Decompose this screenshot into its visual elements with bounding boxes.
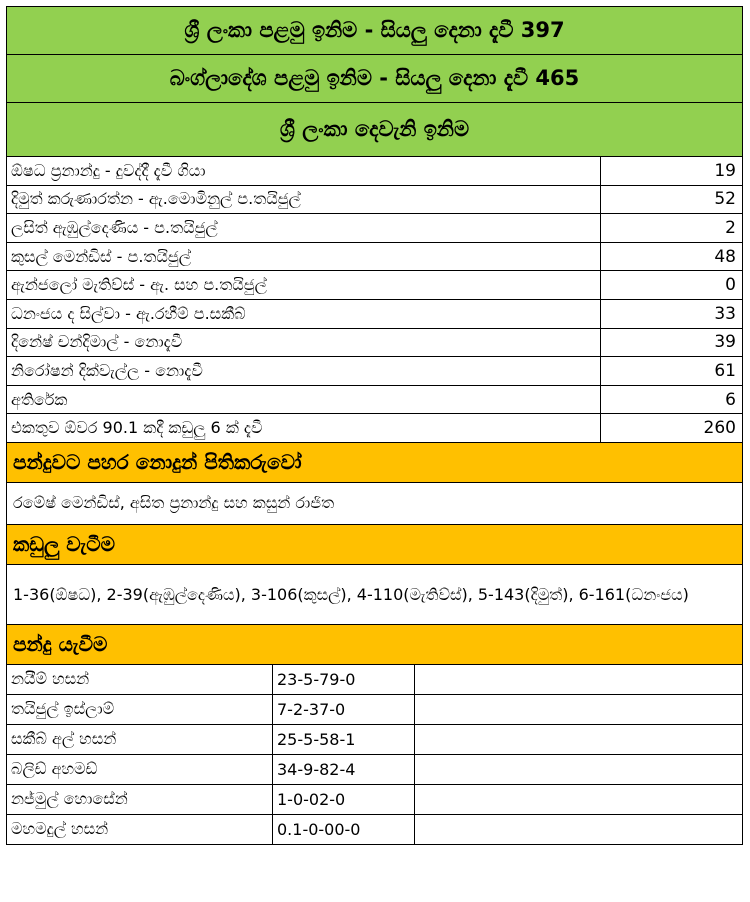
batting-row [7, 299, 743, 328]
bd-first-innings-header: බංග්ලාදේශ පළමු ඉනිම - සියලු දෙනා දැවී 465 [7, 55, 743, 103]
batting-row [7, 185, 743, 214]
dnb-row [7, 482, 743, 524]
batsman-name: දිනේෂ් චන්දිමාල් - නොදැවී [7, 328, 601, 357]
batsman-runs: 39 [601, 328, 743, 357]
batsman-name: දිමුත් කරුණාරත්න - ඇ.මොමිනුල් ප.තයිජුල් [7, 185, 601, 214]
fow-header-row [7, 524, 743, 564]
batsman-name: නිරෝෂන් දික්වැල්ල - නොදැවී [7, 357, 601, 386]
scorecard [6, 6, 742, 845]
batsman-runs: 52 [601, 185, 743, 214]
did-not-bat-header: පන්දුවට පහර නොදුන් පිතිකරුවෝ [7, 442, 743, 482]
did-not-bat-list: රමේෂ් මෙන්ඩිස්, අසිත ප්‍රනාන්දු සහ කසුන් රාජිත [7, 482, 743, 524]
fall-of-wickets-header: කඩුලු වැටීම [7, 524, 743, 564]
bowling-row [7, 664, 743, 694]
batsman-runs: 19 [601, 157, 743, 186]
bowler-figures: 1-0-02-0 [273, 784, 415, 814]
bowling-header-row [7, 624, 743, 664]
bowling-row [7, 724, 743, 754]
bowling-row [7, 754, 743, 784]
bowler-name: බලිඩ් අහමඩ් [7, 754, 273, 784]
bowler-figures: 23-5-79-0 [273, 664, 415, 694]
batting-row [7, 214, 743, 243]
batsman-runs: 61 [601, 357, 743, 386]
scorecard-table [6, 6, 743, 845]
sl-first-innings-header: ශ්‍රී ලංකා පළමු ඉනිම - සියලු දෙනා දැවී 397 [7, 7, 743, 55]
batsman-runs: 2 [601, 214, 743, 243]
extras-runs: 6 [601, 385, 743, 414]
total-label: එකතුව ඕවර 90.1 කදී කඩුලු 6 ක් දැවී [7, 414, 601, 443]
bowler-figures: 7-2-37-0 [273, 694, 415, 724]
batsman-name: ලසිත් ඇඹුල්දෙණිය - ප.තයිජුල් [7, 214, 601, 243]
batsman-runs: 0 [601, 271, 743, 300]
sl-first-innings-row [7, 7, 743, 55]
batting-row [7, 328, 743, 357]
bd-first-innings-row [7, 55, 743, 103]
extras-row [7, 385, 743, 414]
batsman-name: ඕෂධ ප්‍රනාන්දු - දුවද්දී දැවී ගියා [7, 157, 601, 186]
sl-second-innings-row [7, 103, 743, 157]
empty-cell [415, 784, 743, 814]
sl-second-innings-header: ශ්‍රී ලංකා දෙවැනි ඉනිම [7, 103, 743, 157]
empty-cell [415, 814, 743, 844]
fall-of-wickets-list: 1-36(ඕෂධ), 2-39(ඇඹුල්දෙණිය), 3-106(කුසල්), 4-110(මැතිව්ස්), 5-143(දිමුත්), 6-161(ධනංජය) [7, 564, 743, 624]
batsman-name: ධනංජය ද සිල්වා - ඇ.රහීම් ප.සකීබ් [7, 299, 601, 328]
batsman-name: ඇන්ජලෝ මැතිව්ස් - ඇ. සහ ප.තයිජුල් [7, 271, 601, 300]
batsman-runs: 48 [601, 242, 743, 271]
bowling-row [7, 784, 743, 814]
empty-cell [415, 664, 743, 694]
bowler-name: මහමදුල් හසන් [7, 814, 273, 844]
bowler-name: තයිජුල් ඉස්ලාම් [7, 694, 273, 724]
batting-row [7, 157, 743, 186]
extras-label: අතිරේක [7, 385, 601, 414]
fow-row [7, 564, 743, 624]
bowler-figures: 25-5-58-1 [273, 724, 415, 754]
empty-cell [415, 694, 743, 724]
bowler-name: සකීබ් අල් හසන් [7, 724, 273, 754]
bowler-figures: 34-9-82-4 [273, 754, 415, 784]
bowling-row [7, 814, 743, 844]
total-runs: 260 [601, 414, 743, 443]
bowler-name: නයීම් හසන් [7, 664, 273, 694]
batsman-runs: 33 [601, 299, 743, 328]
total-row [7, 414, 743, 443]
bowler-figures: 0.1-0-00-0 [273, 814, 415, 844]
batting-row [7, 242, 743, 271]
bowling-header: පන්දු යැවීම [7, 624, 743, 664]
empty-cell [415, 754, 743, 784]
bowler-name: නජ්මුල් හොසේන් [7, 784, 273, 814]
dnb-header-row [7, 442, 743, 482]
batsman-name: කුසල් මෙන්ඩිස් - ප.තයිජුල් [7, 242, 601, 271]
bowling-row [7, 694, 743, 724]
empty-cell [415, 724, 743, 754]
batting-row [7, 271, 743, 300]
batting-row [7, 357, 743, 386]
